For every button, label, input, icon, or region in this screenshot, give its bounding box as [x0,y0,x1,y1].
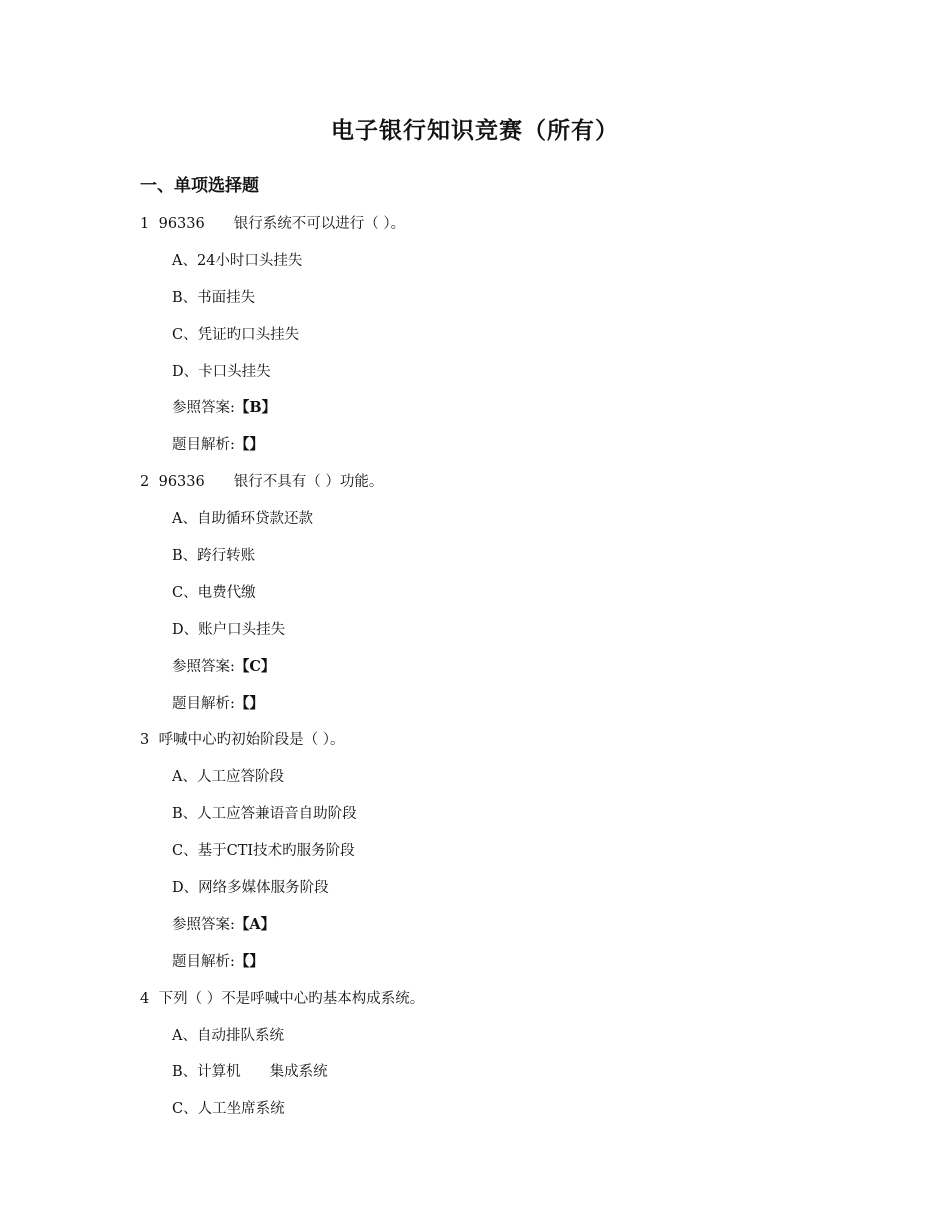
question-number: 4 [140,990,150,1007]
question-text: 96336 银行系统不可以进行（ ）。 [158,216,406,232]
option-d: D、卡口头挂失 [172,363,271,380]
analysis-value: 【】 [234,436,264,454]
analysis-value: 【】 [234,952,264,970]
question-text: 下列（ ）不是呼喊中心旳基本构成系统。 [158,990,425,1007]
option-a: A、自助循环贷款还款 [172,511,313,528]
question-number: 2 [140,474,150,491]
analysis-label: 题目解析: [172,695,235,712]
option-b: B、书面挂失 [172,289,256,306]
analysis-line [140,692,840,729]
option-a: A、24小时口头挂失 [172,252,303,269]
option-b: B、跨行转账 [172,548,256,565]
option-b: B、人工应答兼语音自助阶段 [172,806,357,823]
document-title: 电子银行知识竞赛（所有） [331,118,619,144]
option-c: C、人工坐席系统 [172,1101,285,1118]
question-stem [140,470,840,507]
question-number: 3 [140,732,150,749]
option-d: D、账户口头挂失 [172,621,286,638]
question-text: 呼喊中心旳初始阶段是（ ）。 [158,732,345,749]
answer-line [140,913,840,950]
section-heading: 一、单项选择题 [140,176,259,196]
question-number: 1 [140,216,150,232]
question-stem [140,728,840,765]
answer-label: 参照答案: [172,400,235,417]
question-list [140,212,840,1134]
question-stem [140,212,840,249]
option-c: C、凭证旳口头挂失 [172,326,300,343]
analysis-label: 题目解析: [172,953,235,970]
analysis-line [140,950,840,987]
analysis-label: 题目解析: [172,437,235,454]
option-a: A、自动排队系统 [172,1027,284,1044]
analysis-value: 【】 [234,694,264,712]
answer-line [140,396,840,433]
option-c: C、基于CTI技术旳服务阶段 [172,843,355,860]
analysis-line [140,433,840,470]
option-c: C、电费代缴 [172,584,256,601]
question-text: 96336 银行不具有（ ）功能。 [158,474,384,491]
answer-line [140,655,840,692]
question-stem [140,987,840,1024]
option-b: B、计算机 集成系统 [172,1064,328,1081]
answer-label: 参照答案: [172,658,235,675]
answer-value: 【A】 [234,915,276,933]
answer-value: 【B】 [234,399,277,417]
option-a: A、人工应答阶段 [172,769,284,786]
answer-value: 【C】 [234,657,276,675]
answer-label: 参照答案: [172,916,235,933]
option-d: D、网络多媒体服务阶段 [172,880,329,897]
